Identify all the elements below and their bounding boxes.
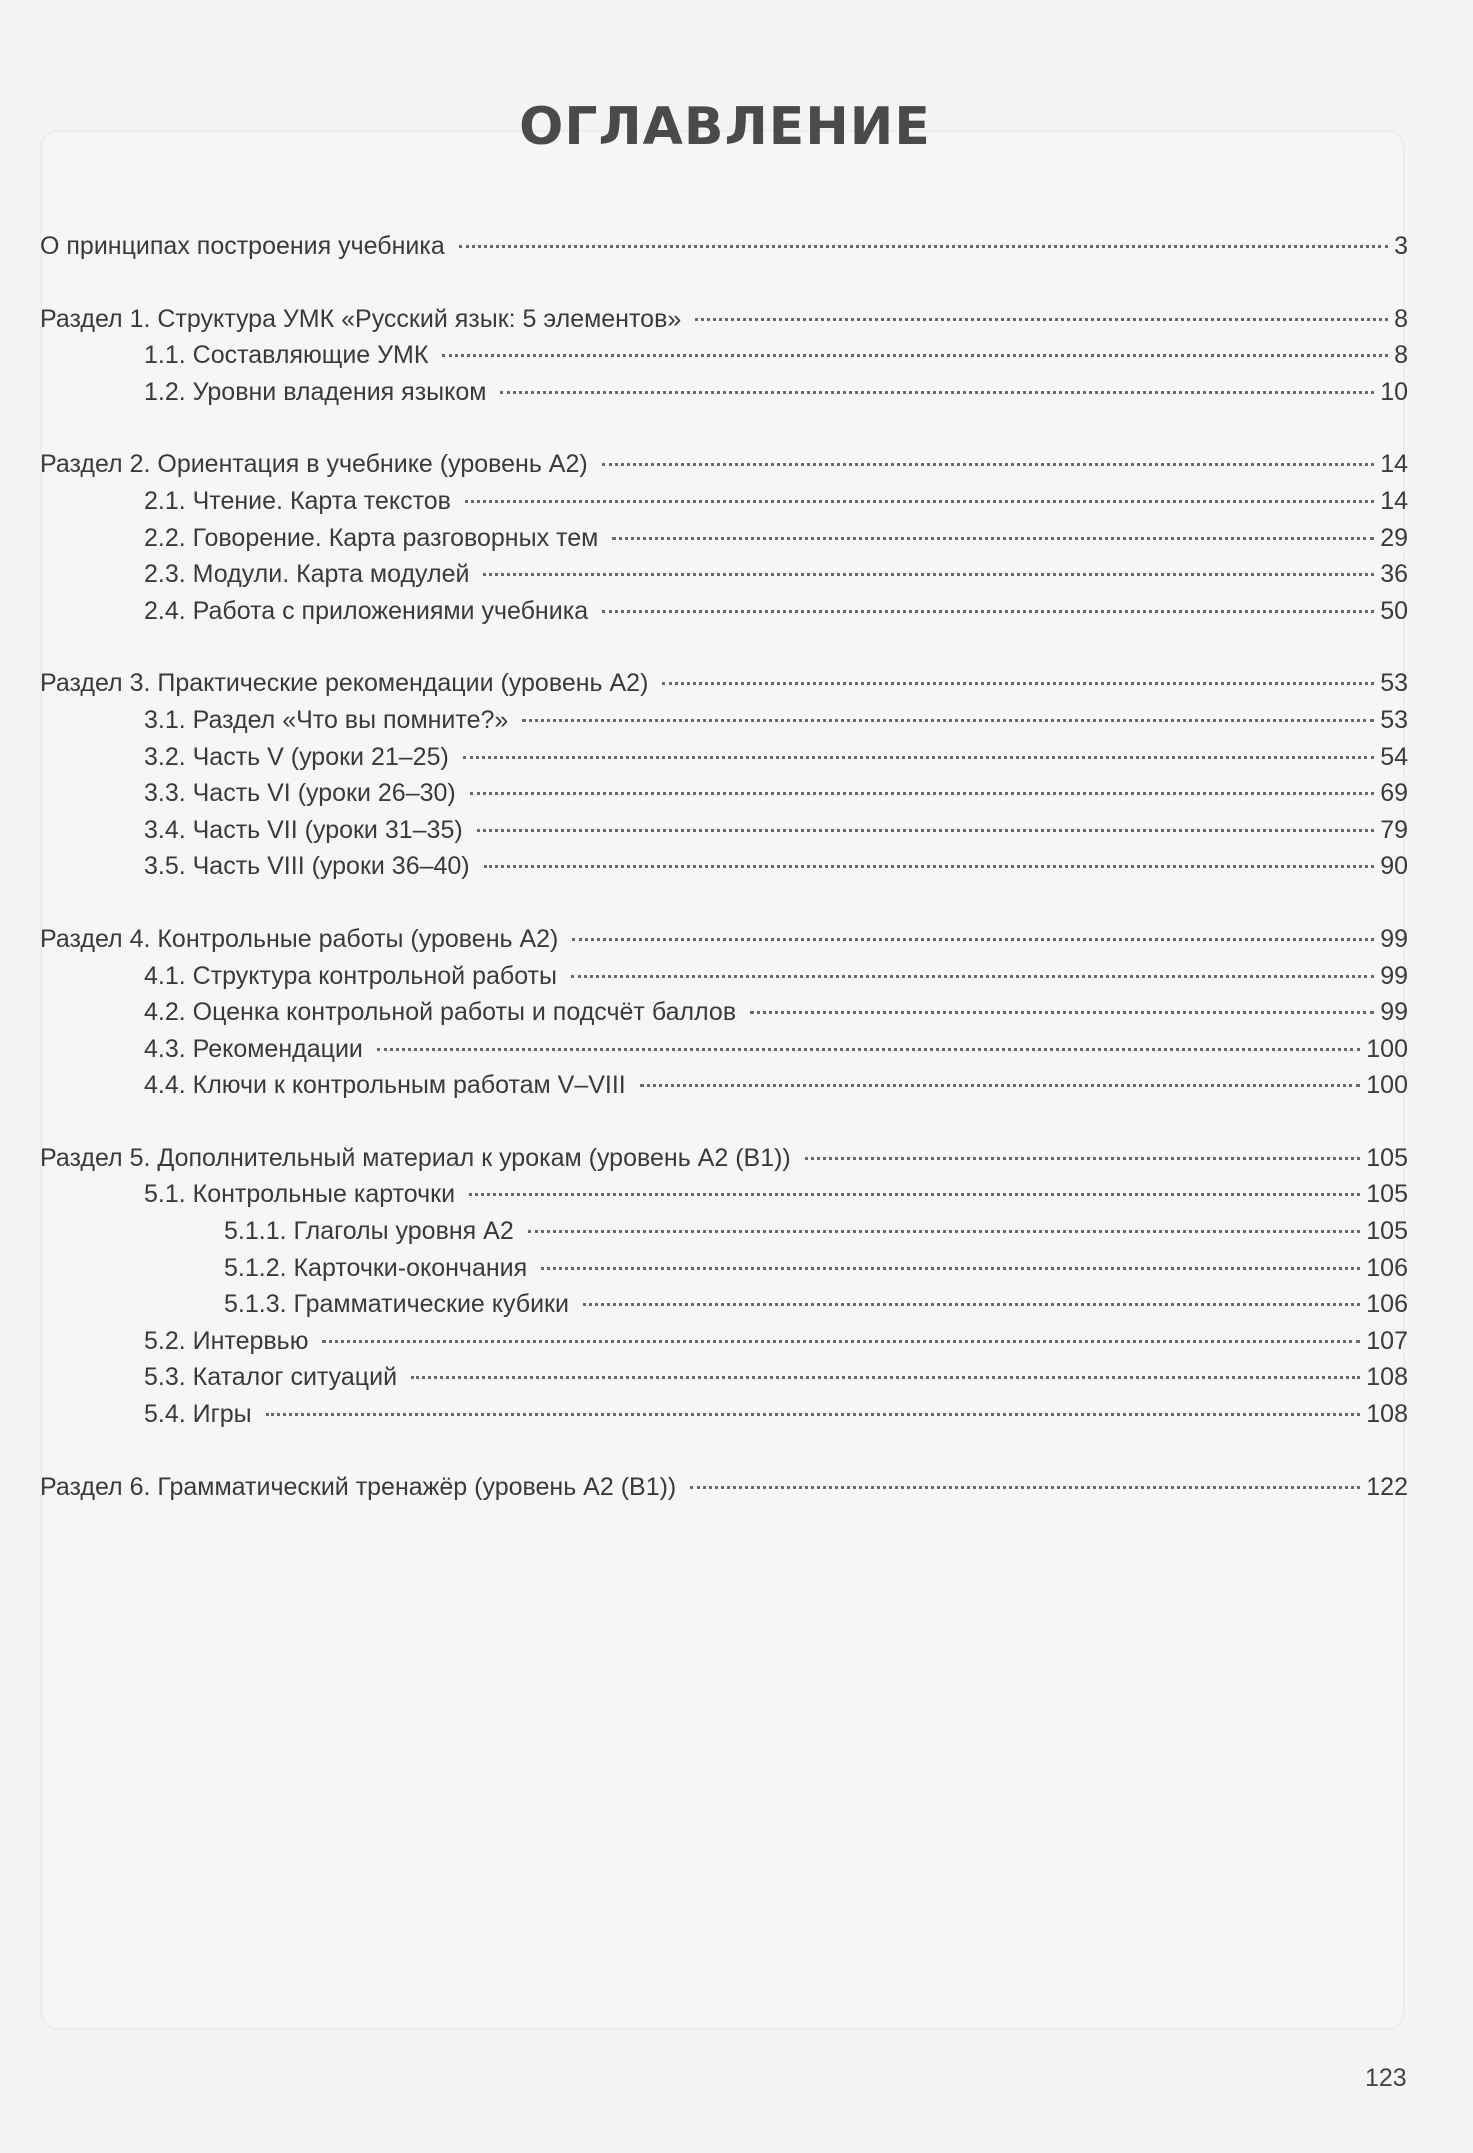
dot-leader (612, 537, 1374, 540)
toc-entry-label: 4.3. Рекомендации (144, 1034, 363, 1063)
toc-subsection-entry[interactable] (40, 483, 1408, 520)
page-number: 123 (1365, 2064, 1407, 2092)
toc-entry-page: 90 (1380, 852, 1408, 881)
toc-section-entry[interactable] (40, 446, 1408, 483)
dot-leader (411, 1376, 1360, 1379)
toc-section-entry[interactable] (40, 301, 1408, 338)
dot-leader (322, 1340, 1360, 1343)
dot-leader (541, 1267, 1360, 1270)
dot-leader (602, 610, 1374, 613)
toc-entry-page: 106 (1366, 1253, 1408, 1282)
toc-entry-label: Раздел 6. Грамматический тренажёр (уровень А2 (В1)) (40, 1472, 677, 1501)
toc-entry-page: 105 (1366, 1143, 1408, 1172)
toc-entry-label: Раздел 4. Контрольные работы (уровень А2) (40, 924, 559, 953)
toc-entry-label: 3.5. Часть VIII (уроки 36–40) (144, 852, 470, 881)
toc-entry-label: 3.2. Часть V (уроки 21–25) (144, 742, 449, 771)
toc-entry-page: 108 (1366, 1363, 1408, 1392)
toc-section-entry[interactable] (40, 1469, 1408, 1506)
toc-section-entry[interactable] (40, 1140, 1408, 1177)
dot-leader (459, 245, 1388, 248)
toc-entry-label: Раздел 2. Ориентация в учебнике (уровень А2) (40, 450, 588, 479)
toc-entry-label: 3.1. Раздел «Что вы помните?» (144, 705, 509, 734)
toc-subsection-entry[interactable] (40, 374, 1408, 411)
toc-entry-page: 69 (1380, 779, 1408, 808)
toc-entry-page: 50 (1380, 596, 1408, 625)
toc-subsection-entry[interactable] (40, 556, 1408, 593)
toc-entry-page: 36 (1380, 560, 1408, 589)
toc-subsection-entry[interactable] (40, 1323, 1408, 1360)
toc-subsection-entry[interactable] (40, 1176, 1408, 1213)
toc-entry-label: 4.1. Структура контрольной работы (144, 961, 557, 990)
toc-entry-page: 8 (1394, 304, 1408, 333)
toc-entry-page: 122 (1366, 1472, 1408, 1501)
toc-group-section-6 (40, 1469, 1408, 1506)
toc-group-section-4 (40, 921, 1408, 1104)
toc-entry-label: 2.1. Чтение. Карта текстов (144, 486, 451, 515)
toc-entry-label: 2.2. Говорение. Карта разговорных тем (144, 523, 599, 552)
toc-subsection-entry[interactable] (40, 1359, 1408, 1396)
toc-entry-page: 8 (1394, 341, 1408, 370)
dot-leader (483, 573, 1374, 576)
toc-subsection-entry[interactable] (40, 994, 1408, 1031)
dot-leader (602, 463, 1374, 466)
dot-leader (484, 865, 1375, 868)
dot-leader (377, 1048, 1360, 1051)
toc-group-section-5 (40, 1140, 1408, 1433)
toc-entry-label: Раздел 3. Практические рекомендации (уровень А2) (40, 669, 649, 698)
toc-entry-label: 5.1.2. Карточки-окончания (224, 1253, 528, 1282)
toc-entry-page: 108 (1366, 1400, 1408, 1429)
toc-entry-label: 5.1.3. Грамматические кубики (224, 1290, 569, 1319)
toc-entry-page: 54 (1380, 742, 1408, 771)
dot-leader (662, 682, 1374, 685)
toc-group-section-2 (40, 446, 1408, 629)
dot-leader (465, 500, 1374, 503)
toc-entry-page: 53 (1380, 705, 1408, 734)
toc-subsubsection-entry[interactable] (40, 1250, 1408, 1287)
toc-entry-page: 100 (1366, 1034, 1408, 1063)
toc-subsection-entry[interactable] (40, 520, 1408, 557)
toc-entry-page: 106 (1366, 1290, 1408, 1319)
toc-entry-page: 99 (1380, 961, 1408, 990)
toc-entry-label: Раздел 1. Структура УМК «Русский язык: 5 элементов» (40, 304, 682, 333)
table-of-contents (40, 228, 1408, 1541)
dot-leader (477, 829, 1374, 832)
toc-group-intro (40, 228, 1408, 265)
toc-entry-label: 1.1. Составляющие УМК (144, 341, 429, 370)
toc-entry-label: 5.1.1. Глаголы уровня А2 (224, 1217, 514, 1246)
dot-leader (571, 975, 1374, 978)
dot-leader (805, 1157, 1361, 1160)
toc-entry-page: 100 (1366, 1071, 1408, 1100)
toc-entry-label: О принципах построения учебника (40, 232, 445, 260)
toc-entry-label: 5.2. Интервью (144, 1326, 309, 1355)
toc-section-entry[interactable] (40, 921, 1408, 958)
toc-subsection-entry[interactable] (40, 739, 1408, 776)
toc-section-entry[interactable] (40, 665, 1408, 702)
toc-entry-label: 5.1. Контрольные карточки (144, 1180, 456, 1209)
toc-entry-page: 3 (1394, 232, 1408, 260)
dot-leader (470, 792, 1374, 795)
toc-subsubsection-entry[interactable] (40, 1213, 1408, 1250)
toc-entry-page: 53 (1380, 669, 1408, 698)
dot-leader (640, 1084, 1361, 1087)
toc-group-section-3 (40, 665, 1408, 885)
toc-entry-page: 107 (1366, 1326, 1408, 1355)
toc-subsection-entry[interactable] (40, 812, 1408, 849)
toc-entry[interactable] (40, 228, 1408, 265)
dot-leader (442, 354, 1388, 357)
toc-entry-page: 99 (1380, 924, 1408, 953)
dot-leader (583, 1303, 1360, 1306)
dot-leader (572, 938, 1374, 941)
toc-entry-label: 1.2. Уровни владения языком (144, 377, 487, 406)
dot-leader (266, 1413, 1361, 1416)
toc-subsection-entry[interactable] (40, 1067, 1408, 1104)
toc-entry-label: 2.3. Модули. Карта модулей (144, 560, 470, 589)
toc-entry-page: 105 (1366, 1180, 1408, 1209)
toc-entry-label: 2.4. Работа с приложениями учебника (144, 596, 589, 625)
toc-entry-page: 105 (1366, 1217, 1408, 1246)
dot-leader (463, 756, 1374, 759)
toc-entry-label: 3.3. Часть VI (уроки 26–30) (144, 779, 456, 808)
toc-entry-label: 3.4. Часть VII (уроки 31–35) (144, 815, 463, 844)
dot-leader (750, 1011, 1374, 1014)
toc-subsection-entry[interactable] (40, 848, 1408, 885)
toc-entry-label: Раздел 5. Дополнительный материал к урокам (уровень А2 (В1)) (40, 1143, 791, 1172)
dot-leader (500, 391, 1374, 394)
dot-leader (528, 1230, 1361, 1233)
toc-entry-label: 4.2. Оценка контрольной работы и подсчёт баллов (144, 998, 737, 1027)
toc-group-section-1 (40, 301, 1408, 411)
toc-subsection-entry[interactable] (40, 1396, 1408, 1433)
toc-entry-label: 5.4. Игры (144, 1400, 252, 1429)
dot-leader (695, 318, 1388, 321)
toc-entry-label: 4.4. Ключи к контрольным работам V–VIII (144, 1071, 626, 1100)
toc-entry-label: 5.3. Каталог ситуаций (144, 1363, 398, 1392)
page-title: ОГЛАВЛЕНИЕ (519, 97, 931, 157)
toc-entry-page: 10 (1380, 377, 1408, 406)
toc-subsection-entry[interactable] (40, 1031, 1408, 1068)
toc-entry-page: 79 (1380, 815, 1408, 844)
dot-leader (469, 1193, 1360, 1196)
dot-leader (690, 1486, 1360, 1489)
toc-entry-page: 99 (1380, 998, 1408, 1027)
toc-entry-page: 14 (1380, 486, 1408, 515)
dot-leader (522, 719, 1374, 722)
toc-entry-page: 29 (1380, 523, 1408, 552)
toc-subsection-entry[interactable] (40, 337, 1408, 374)
toc-subsection-entry[interactable] (40, 958, 1408, 995)
toc-subsection-entry[interactable] (40, 593, 1408, 630)
toc-subsubsection-entry[interactable] (40, 1286, 1408, 1323)
toc-subsection-entry[interactable] (40, 702, 1408, 739)
toc-subsection-entry[interactable] (40, 775, 1408, 812)
toc-entry-page: 14 (1380, 450, 1408, 479)
